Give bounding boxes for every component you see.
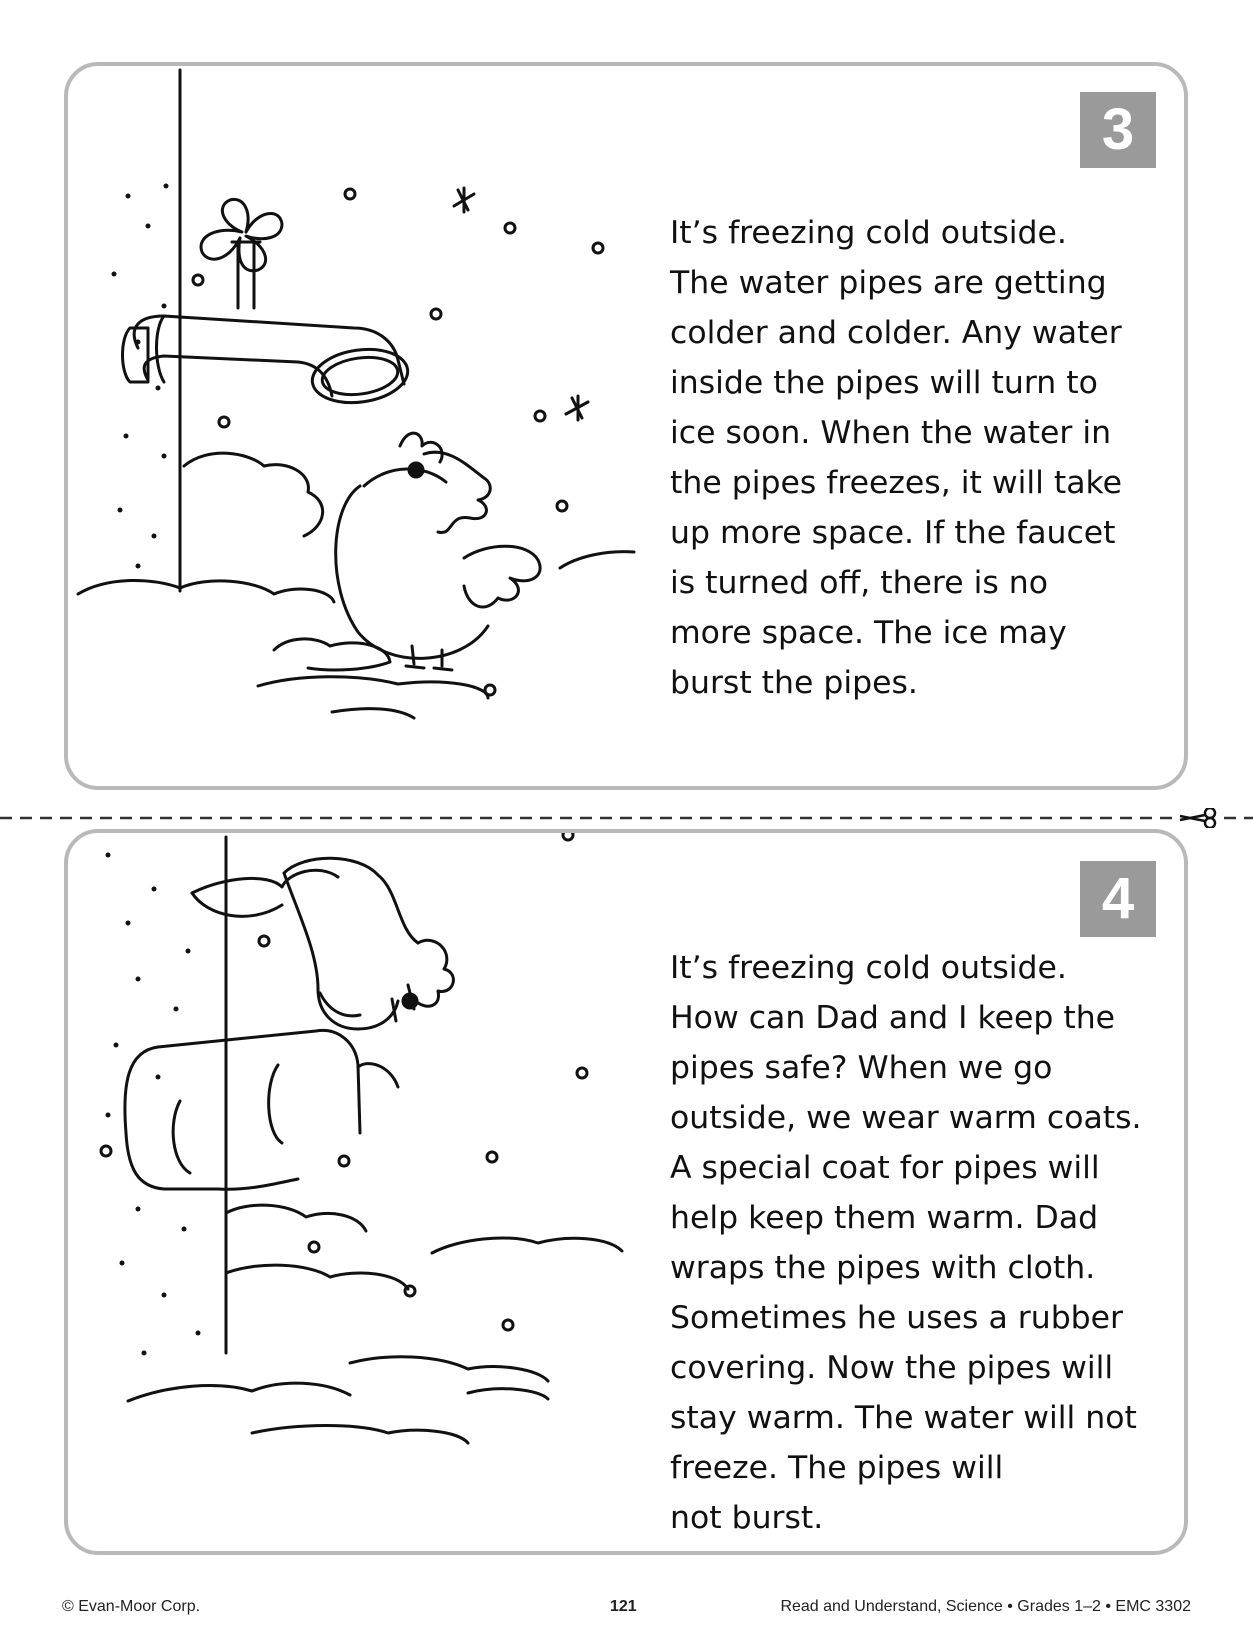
story-line: not burst. bbox=[670, 1500, 824, 1536]
page-number-badge: 3 bbox=[1080, 92, 1156, 168]
story-line: Sometimes he uses a rubber bbox=[670, 1300, 1124, 1336]
bird-faucet-illustration bbox=[68, 66, 668, 786]
page-number: 121 bbox=[610, 1598, 637, 1615]
story-line: outside, we wear warm coats. bbox=[670, 1100, 1142, 1136]
story-line: pipes safe? When we go bbox=[670, 1050, 1053, 1086]
story-line: It’s freezing cold outside. bbox=[670, 215, 1067, 251]
story-line: A special coat for pipes will bbox=[670, 1150, 1100, 1186]
story-line: It’s freezing cold outside. bbox=[670, 950, 1067, 986]
bird-wrapped-pipe-illustration bbox=[68, 833, 668, 1553]
story-line: burst the pipes. bbox=[670, 665, 918, 701]
story-line: help keep them warm. Dad bbox=[670, 1200, 1099, 1236]
story-line: colder and colder. Any water bbox=[670, 315, 1122, 351]
story-panel-4 bbox=[64, 829, 1188, 1555]
story-text bbox=[670, 208, 1170, 708]
story-text bbox=[670, 943, 1170, 1543]
story-line: wraps the pipes with cloth. bbox=[670, 1250, 1096, 1286]
story-line: The water pipes are getting bbox=[670, 265, 1107, 301]
copyright-notice: © Evan-Moor Corp. bbox=[62, 1598, 201, 1615]
story-line: inside the pipes will turn to bbox=[670, 365, 1098, 401]
book-info: Read and Understand, Science • Grades 1–2 • EMC 3302 bbox=[780, 1598, 1191, 1615]
story-line: ice soon. When the water in bbox=[670, 415, 1112, 451]
story-line: more space. The ice may bbox=[670, 615, 1067, 651]
story-panel-3 bbox=[64, 62, 1188, 790]
cut-line bbox=[0, 808, 1253, 828]
story-line: the pipes freezes, it will take bbox=[670, 465, 1123, 501]
page-number-badge: 4 bbox=[1080, 861, 1156, 937]
story-line: up more space. If the faucet bbox=[670, 515, 1116, 551]
story-line: How can Dad and I keep the bbox=[670, 1000, 1116, 1036]
story-line: covering. Now the pipes will bbox=[670, 1350, 1114, 1386]
scissors-icon bbox=[1180, 808, 1215, 828]
story-line: freeze. The pipes will bbox=[670, 1450, 1004, 1486]
story-line: is turned off, there is no bbox=[670, 565, 1048, 601]
story-line: stay warm. The water will not bbox=[670, 1400, 1137, 1436]
